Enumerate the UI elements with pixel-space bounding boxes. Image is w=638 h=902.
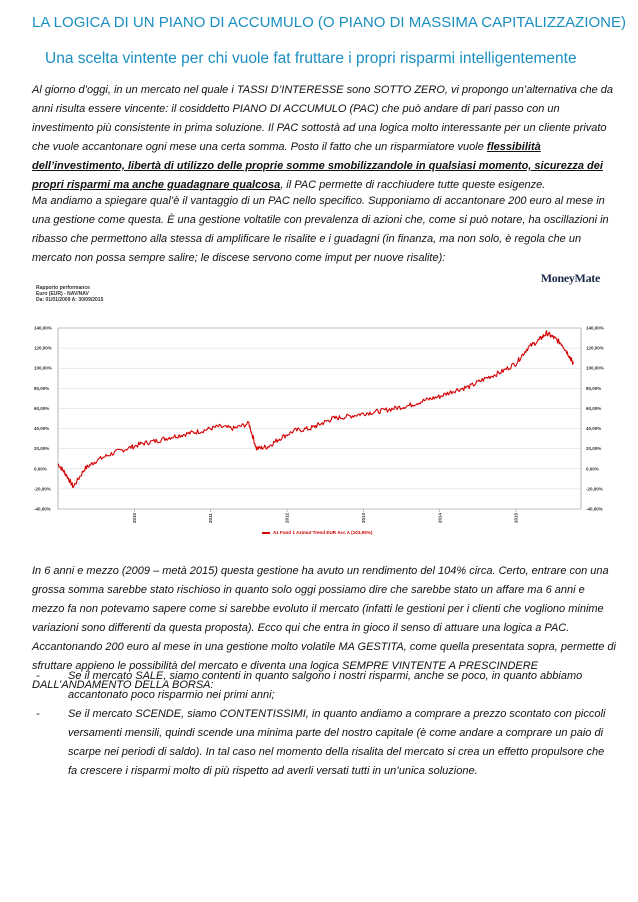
document-title: LA LOGICA DI UN PIANO DI ACCUMULO (O PIANO DI MASSIMA CAPITALIZZAZIONE): [32, 14, 626, 31]
list-dash: -: [36, 708, 40, 720]
y-tick-label-left: 140,00%: [34, 325, 52, 331]
y-tick-label-left: 120,00%: [34, 345, 52, 351]
intro-paragraph: [32, 81, 616, 195]
y-tick-label-left: 80,00%: [34, 385, 50, 391]
y-tick-label-right: 0,00%: [586, 466, 599, 472]
x-tick-label: 2010: [131, 512, 137, 523]
intro-bold-text: flessibilità dell’investimento, libertà di utilizzo delle proprie somme smobilizzandole in qualsiasi momento, sicurezza dei propri risparmi ma anche guadagnare qualcosa: [32, 141, 603, 191]
y-tick-label-left: 40,00%: [34, 426, 50, 432]
y-tick-label-right: -40,00%: [586, 506, 603, 512]
y-tick-label-left: 0,00%: [34, 466, 47, 472]
y-tick-label-right: -20,00%: [586, 486, 603, 492]
x-tick-label: 2015: [513, 512, 519, 523]
y-tick-label-left: 60,00%: [34, 405, 50, 411]
y-tick-label-left: 20,00%: [34, 446, 50, 452]
list-item: [32, 705, 616, 781]
intro-text-before: Al giorno d’oggi, in un mercato nel quale i TASSI D’INTERESSE sono SOTTO ZERO, vi propongo un’alternativa che da anni risulta essere vincente: il cosiddetto PIANO DI ACCUMULO (PAC) che può andare di pari passo con un investimento più consistente in prima soluzione. Il PAC sottostà ad una logica molto interessante per un cliente privato che vuole accantonare ogni mese una certa somma. Posto il fatto che un risparmiatore vuole: [32, 84, 614, 153]
moneymate-logo: MoneyMate: [540, 271, 600, 285]
list-dash: -: [36, 670, 40, 682]
y-tick-label-left: -20,00%: [34, 486, 51, 492]
paragraph-conclusion: In 6 anni e mezzo (2009 – metà 2015) questa gestione ha avuto un rendimento del 104% circa. Certo, entrare con una grossa somma sarebbe stato rischioso in quanto solo oggi possiamo dire che sarebbe stato un affare ma 6 anni e mezzo fa non potevamo sapere come si sarebbe evoluto il mercato (infatti le gestioni per i clienti che vogliono minime variazioni sono differenti da questa proposta). Ecco qui che entra in gioco il senso di attuare una logica a PAC. Accantonando 200 euro al mese in una gestione molto volatile MA GESTITA, come quella presentata sopra, permette di sfruttare appieno le possibilità del mercato e diventa una logica SEMPRE VINTENTE A PRESCINDERE DALL’ANDAMENTO DELLA BORSA:: [32, 565, 616, 691]
chart-plot: [30, 268, 612, 544]
paragraph-explanation: Ma andiamo a spiegare qual’è il vantaggio di un PAC nello specifico. Supponiamo di accantonare 200 euro al mese in una gestione come questa. È una gestione voltatile con prevalenza di azioni che, come si può notare, ha oscillazioni in ribasso che permettono alla stessa di amplificare le risalite e i guadagni (in finanza, ma non solo, è regola che un mercato non possa sempre salire; le discese servono come imput per nuove risalite):: [32, 195, 609, 264]
x-tick-label: 2013: [360, 512, 366, 523]
x-tick-label: 2014: [437, 512, 443, 523]
performance-chart: [30, 268, 612, 544]
list-item: [32, 667, 616, 705]
y-tick-label-left: -40,00%: [34, 506, 51, 512]
chart-legend: [262, 530, 372, 535]
bullet-list: [32, 667, 616, 781]
document-subtitle: Una scelta vintente per chi vuole fat fruttare i propri risparmi intelligentemente: [45, 50, 577, 67]
y-tick-label-right: 120,00%: [586, 345, 604, 351]
y-tick-label-right: 100,00%: [586, 365, 604, 371]
x-tick-label: 2011: [208, 513, 214, 523]
y-tick-label-left: 100,00%: [34, 365, 52, 371]
chart-meta-line3: Da: 01/01/2009 A: 30/09/2015: [36, 297, 104, 303]
x-tick-label: 2012: [284, 512, 290, 523]
chart-meta-line2: Euro (EUR) - NAV/NAV: [36, 291, 89, 297]
series-line: [58, 331, 573, 488]
chart-meta-line1: Rapporto performance: [36, 285, 90, 291]
legend-swatch: [262, 532, 270, 534]
list-item-text: Se il mercato SCENDE, siamo CONTENTISSIMI, in quanto andiamo a comprare a prezzo scontato con piccoli versamenti mensili, quindi scende una minima parte del nostro capitale (è come andare a comprare un paio di scarpe nei periodi di saldo). In tal caso nel momento della risalita del mercato si crea un effetto propulsore che fa crescere i risparmi molto di più rispetto ad averli versati tutti in un’unica soluzione.: [68, 708, 606, 777]
plot-frame: [58, 328, 581, 509]
y-tick-label-right: 140,00%: [586, 325, 604, 331]
list-item-text: Se il mercato SALE, siamo contenti in quanto salgono i nostri risparmi, anche se poco, in quanto abbiamo accantonato poco risparmio nei primi anni;: [68, 670, 583, 701]
y-tick-label-right: 60,00%: [586, 405, 602, 411]
y-tick-label-right: 40,00%: [586, 426, 602, 432]
y-tick-label-right: 80,00%: [586, 385, 602, 391]
intro-text-after: , il PAC permette di racchiudere tutte queste esigenze.: [280, 179, 546, 191]
y-tick-label-right: 20,00%: [586, 446, 602, 452]
legend-label: Az Fund 1 Azimut Trend EUR Acc A (103,95%): [273, 530, 373, 535]
